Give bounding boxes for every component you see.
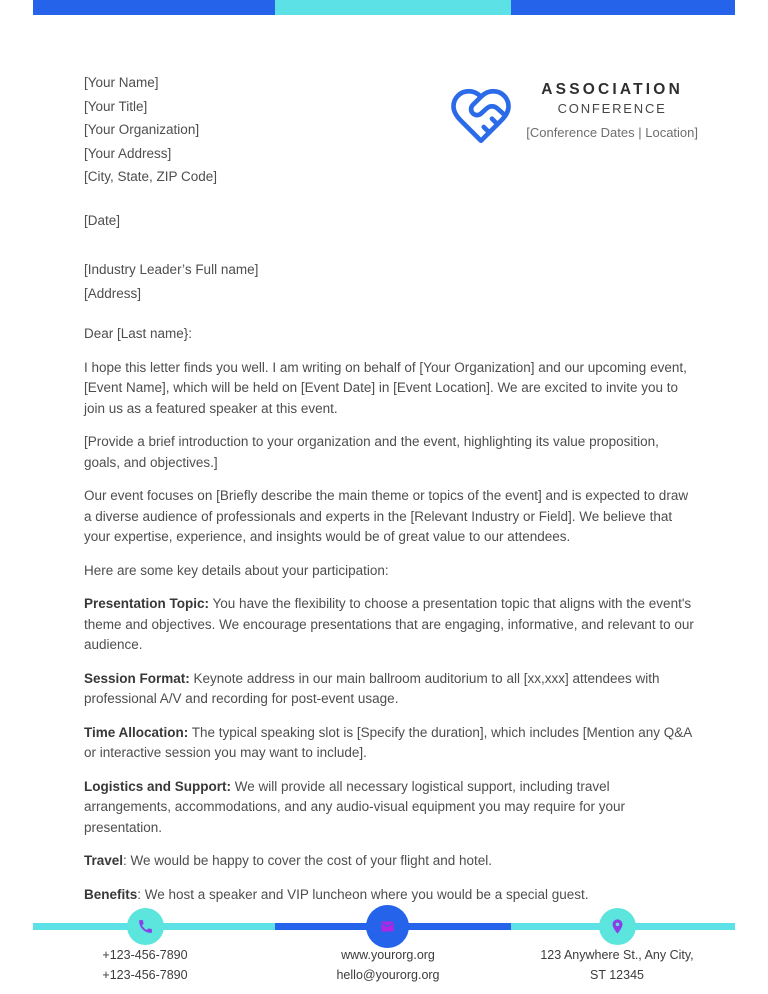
logo-block [444,81,698,152]
paragraph-intro: I hope this letter finds you well. I am writing on behalf of [Your Organization] and our upcoming event, [Event Name], which will be held on [Event Date] in [Event Location]. We are excited to invite you to join us as a featured speaker at this event. [84,359,687,416]
detail-text: We will provide all necessary logistical support, including travel arrangements, accommodations, and any audio-visual equipment you may require for your presentation. [84,778,626,835]
detail-text: You have the flexibility to choose a presentation topic that aligns with the event's theme and objectives. We encourage presentations that are engaging, informative, and relevant to our audience. [84,596,694,652]
map-pin-icon [599,908,636,945]
detail-text: : We host a speaker and VIP luncheon where you would be a special guest. [137,886,589,902]
detail-text: : We would be happy to cover the cost of your flight and hotel. [123,853,493,868]
top-bar-teal-center [275,0,511,15]
date-placeholder: [Date] [84,212,121,228]
detail-text: The typical speaking slot is [Specify the duration], which includes [Mention any Q&A or interactive session you may want to include]. [84,724,692,760]
letter-header [84,71,698,189]
salutation: Dear [Last name}: [84,325,193,341]
phone-number-2: +123-456-7890 [102,967,188,982]
top-accent-bar [33,0,735,15]
logo-title: ASSOCIATION [541,81,683,98]
logo-subtitle: CONFERENCE [557,101,667,116]
recipient-name: [Industry Leader’s Full name] [84,261,259,277]
sender-city-state-zip: [City, State, ZIP Code] [84,169,218,184]
letter-body [84,358,698,906]
envelope-icon [366,905,409,948]
footer-mailing-address [497,946,737,985]
detail-label: Logistics and Support: [84,778,231,794]
sender-name: [Your Name] [84,75,159,90]
sender-title: [Your Title] [84,98,148,114]
sender-organization: [Your Organization] [84,122,200,137]
detail-presentation-topic [84,594,698,656]
detail-label: Benefits [84,886,138,902]
footer-phone-numbers [45,946,245,985]
detail-label: Session Format: [84,670,190,686]
recipient-address: [Address] [84,286,142,301]
sender-block [84,71,217,189]
heart-handshake-icon [444,83,518,152]
paragraph-org-intro: [Provide a brief introduction to your organization and the event, highlighting its value proposition, goals, and objectives.] [84,434,659,470]
detail-logistics-support [84,777,698,839]
letter-content [0,15,768,918]
top-bar-blue-left [33,0,275,15]
top-bar-blue-right [511,0,735,15]
paragraph-event-focus: Our event focuses on [Briefly describe the main theme or topics of the event] and is expected to draw a diverse audience of professionals and experts in the [Relevant Industry or Field]. We believe that your expertise, experience, and insights would be of great value to our attendees. [84,488,689,544]
detail-label: Travel [84,853,124,868]
detail-session-format [84,669,698,710]
footer [0,898,768,994]
footer-web-contact [268,946,508,985]
conference-dates-location: [Conference Dates | Location] [526,125,698,140]
address-line-1: 123 Anywhere St., Any City, [540,948,694,962]
detail-text: Keynote address in our main ballroom auditorium to all [xx,xxx] attendees with professional A/V and recording for post-event usage. [84,670,660,706]
detail-label: Presentation Topic: [84,596,210,611]
recipient-block [84,258,698,307]
sender-address: [Your Address] [84,145,172,161]
paragraph-key-details: Here are some key details about your participation: [84,562,389,578]
website-url: www.yourorg.org [341,948,435,962]
phone-icon [127,908,164,945]
email-address: hello@yourorg.org [336,967,440,982]
phone-number-1: +123-456-7890 [102,948,188,962]
detail-travel [84,851,698,872]
detail-time-allocation [84,723,698,764]
detail-label: Time Allocation: [84,724,189,740]
address-line-2: ST 12345 [590,967,644,982]
